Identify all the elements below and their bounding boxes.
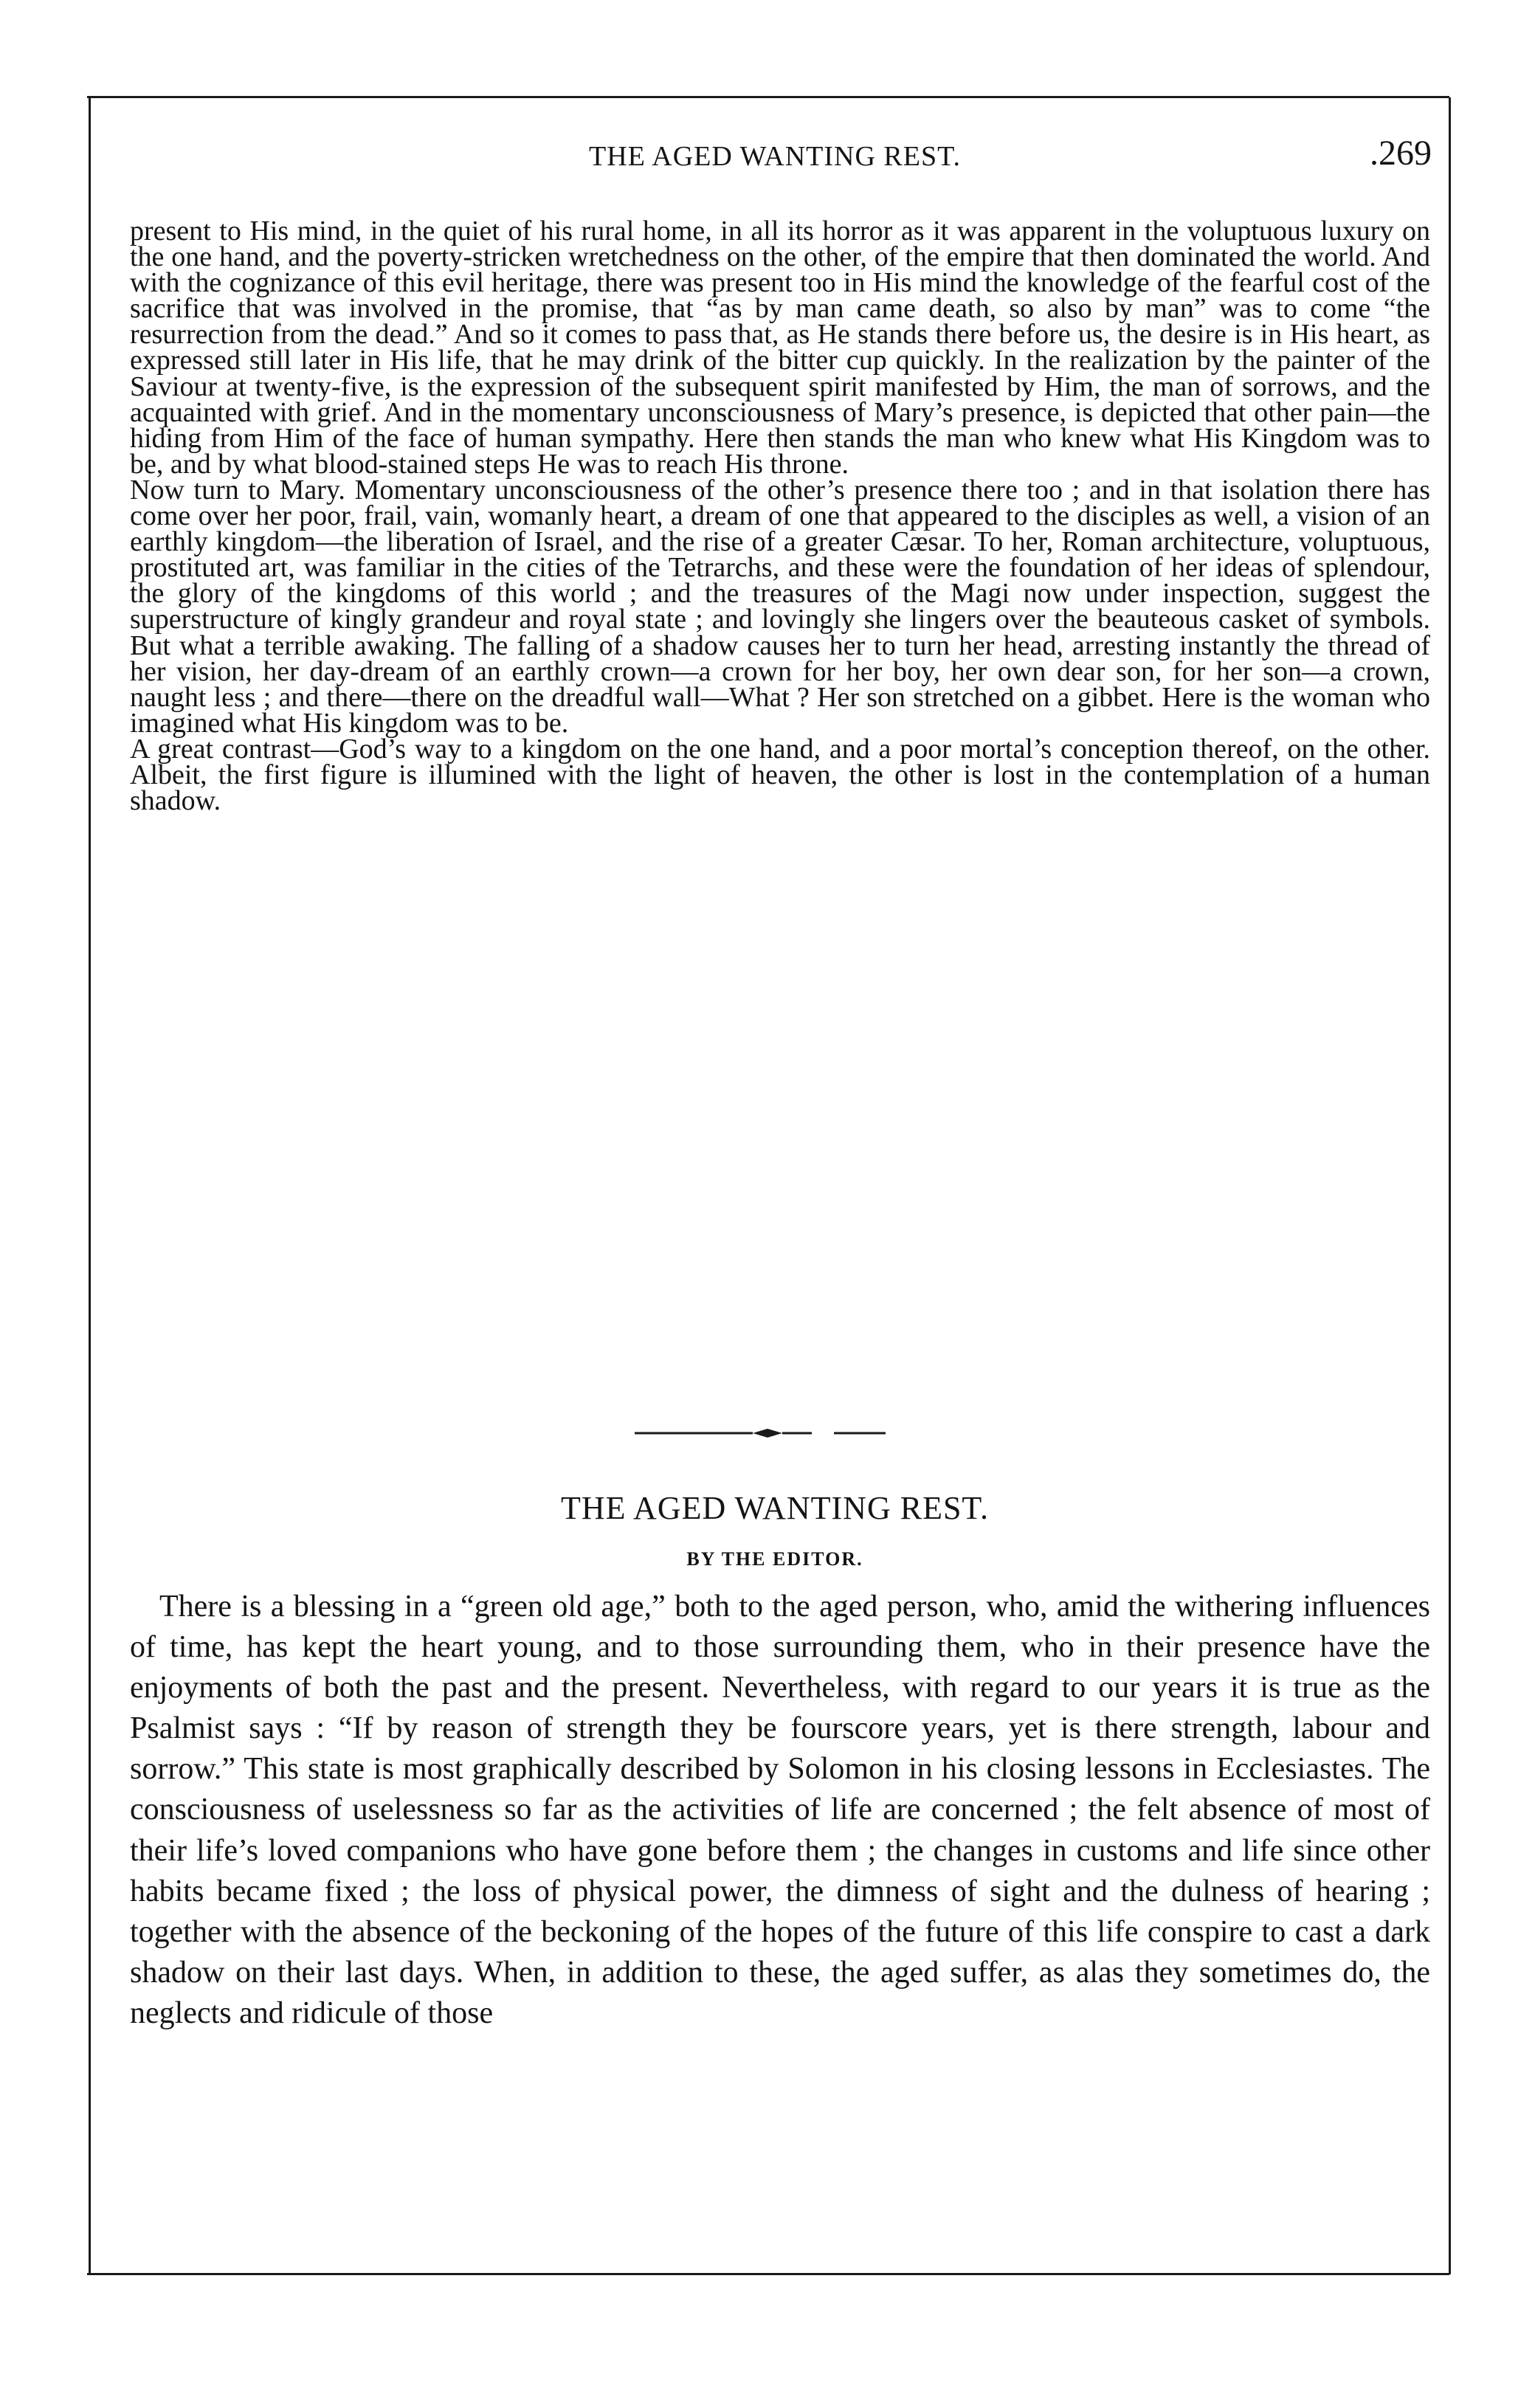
paragraph: Now turn to Mary. Momentary unconsciousness of the other’s presence there too ; and in that isolation there has come over her poor, frail, vain, womanly heart, a dream of one that appeared to the disciples as well, a vision of an earthly kingdom—the liberation of Israel, and the rise of a greater Cæsar. To her, Roman architecture, voluptuous, prostituted art, was familiar in the cities of the Tetrarchs, and these were the foundation of her ideas of splendour, the glory of the kingdoms of this world ; and the treasures of the Magi now under inspection, suggest the superstructure of kingly grandeur and royal state ; and lovingly she lingers over the beauteous casket of symbols. But what a terrible awaking. The falling of a shadow causes her to turn her head, arresting instantly the thread of her vision, her day-dream of an earthly crown—a crown for her boy, her own dear son, for her son—a crown, naught less ; and there—there on the dreadful wall—What ? Her son stretched on a gibbet. Here is the woman who imagined what His kingdom was to be. — [130, 474, 1430, 739]
running-title: THE AGED WANTING REST. — [589, 141, 961, 172]
paragraph: present to His mind, in the quiet of his rural home, in all its horror as it was apparent in the voluptuous luxury on the one hand, and the poverty-stricken wretchedness on the other, of the empire that then dominated the world. And with the cognizance of this evil heritage, there was present too in His mind the knowledge of the fearful cost of the sacrifice that was involved in the promise, that “as by man came death, so also by man” was to come “the resurrection from the dead.” And so it comes to pass that, as He stands there before us, the desire is in His heart, as expressed still later in His life, that he may drink of the bitter cup quickly. In the realization by the painter of the Saviour at twenty-five, is the expression of the subsequent spirit manifested by Him, the man of sorrows, and the acquainted with grief. And in the momentary unconsciousness of Mary’s presence, is depicted that other pain—the hiding from Him of the face of human sympathy. Here then stands the man who knew what His Kingdom was to be, and by what blood-stained steps He was to reach His throne. — [130, 215, 1430, 480]
page-header — [118, 133, 1432, 177]
article-text — [130, 1587, 1430, 2034]
page-number: .269 — [1370, 134, 1432, 173]
article-byline: BY THE EDITOR. — [686, 1548, 863, 1570]
paragraph: A great contrast—God’s way to a kingdom on the one hand, and a poor mortal’s conception thereof, on the other. Albeit, the first figure is illumined with the light of heaven, the other is lost in the contemplation of a human shadow. — [130, 733, 1430, 817]
article-title: THE AGED WANTING REST. — [560, 1490, 990, 1526]
section-divider-ornament — [635, 1426, 900, 1441]
page-bottom-rule — [87, 2273, 1449, 2275]
previous-article-text — [130, 215, 1430, 817]
paragraph: There is a blessing in a “green old age,” both to the aged person, who, amid the withering influences of time, has kept the heart young, and to those surrounding them, who in their presence have the enjoyments of both the past and the present. Nevertheless, with regard to our years it is true as the Psalmist says : “If by reason of strength they be fourscore years, yet is there strength, labour and sorrow.” This state is most graphically described by Solomon in his closing lessons in Ecclesiastes. The consciousness of uselessness so far as the activities of life are concerned ; the felt absence of most of their life’s loved companions who have gone before them ; the changes in customs and life since other habits became fixed ; the loss of physical power, the dimness of sight and the dulness of hearing ; together with the absence of the beckoning of the hopes of the future of this life conspire to cast a dark shadow on their last days. When, in addition to these, the aged suffer, as alas they sometimes do, the neglects and ridicule of those — [130, 1590, 1430, 2030]
